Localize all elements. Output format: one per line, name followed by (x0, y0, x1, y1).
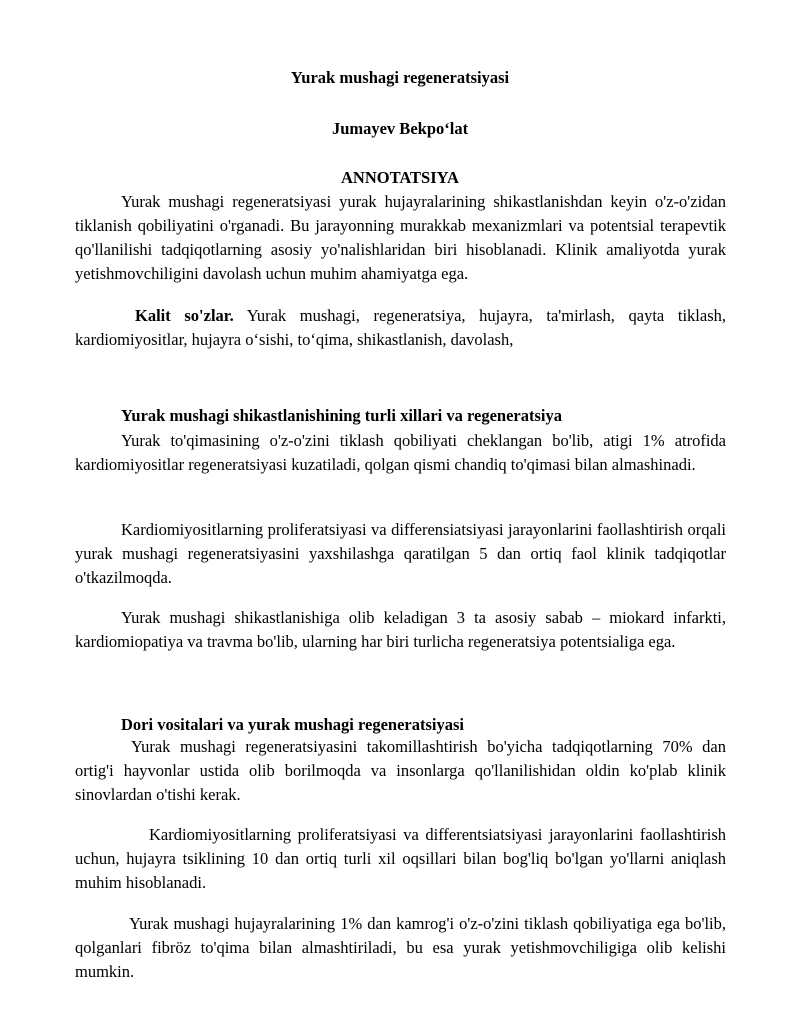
document-title: Yurak mushagi regeneratsiyasi (290, 68, 510, 87)
section2-paragraph-3: Yurak mushagi hujayralarining 1% dan kamrog'i o'z-o'zini tiklash qobiliyatiga ega bo'lib, qolganlari fibröz to'qima bilan almashtiriladi, bu esa yurak yetishmovchiligiga olib kelishi mumkin. (75, 914, 726, 981)
section1-paragraph-1: Yurak to'qimasining o'z-o'zini tiklash qobiliyati cheklangan bo'lib, atigi 1% atrofida kardiomiyositlar regeneratsiyasi kuzatiladi, qolgan qismi chandiq to'qimasi bilan almashinadi. (75, 431, 726, 474)
annotation-heading: ANNOTATSIYA (341, 168, 459, 187)
keywords-label: Kalit so'zlar. (135, 306, 234, 325)
section2-paragraph-1: Yurak mushagi regeneratsiyasini takomillashtirish bo'yicha tadqiqotlarning 70% dan ortig'i hayvonlar ustida olib borilmoqda va insonlarga qo'llanilishidan oldin ko'plab klinik sinovlardan o'tishi kerak. (75, 737, 726, 804)
section2-heading: Dori vositalari va yurak mushagi regeneratsiyasi (121, 715, 464, 734)
annotation-paragraph: Yurak mushagi regeneratsiyasi yurak hujayralarining shikastlanishdan keyin o'z-o'zidan tiklanish qobiliyatini o'rganadi. Bu jarayonning murakkab mexanizmlari va potentsial terapevtik qo'llanilishi tadqiqotlarning asosiy yo'nalishlaridan biri hisoblanadi. Klinik amaliyotda yurak yetishmovchiligini davolash uchun muhim ahamiyatga ega. (75, 192, 726, 283)
section2-paragraph-2: Kardiomiyositlarning proliferatsiyasi va differentsiatsiyasi jarayonlarini faollashtirish uchun, hujayra tsiklining 10 dan ortiq turli xil oqsillari bilan bog'liq bo'lgan yo'llarni aniqlash muhim hisoblanadi. (75, 825, 726, 892)
author-name: Jumayev Bekpo‘lat (331, 119, 469, 138)
section1-heading: Yurak mushagi shikastlanishining turli xillari va regeneratsiya (121, 406, 562, 425)
section1-paragraph-3: Yurak mushagi shikastlanishiga olib keladigan 3 ta asosiy sabab – miokard infarkti, kardiomiopatiya va travma bo'lib, ularning har biri turlicha regeneratsiya potentsialiga ega. (75, 608, 726, 651)
keywords-text: Yurak mushagi, regeneratsiya, hujayra, ta'mirlash, qayta tiklash, kardiomiyositlar, hujayra o‘sishi, to‘qima, shikastlanish, davolash, (75, 306, 726, 349)
section1-paragraph-2: Kardiomiyositlarning proliferatsiyasi va differensiatsiyasi jarayonlarini faollashtirish orqali yurak mushagi regeneratsiyasini yaxshilashga qaratilgan 5 dan ortiq faol klinik tadqiqotlar o'tkazilmoqda. (75, 520, 726, 587)
keywords-paragraph (75, 304, 726, 352)
